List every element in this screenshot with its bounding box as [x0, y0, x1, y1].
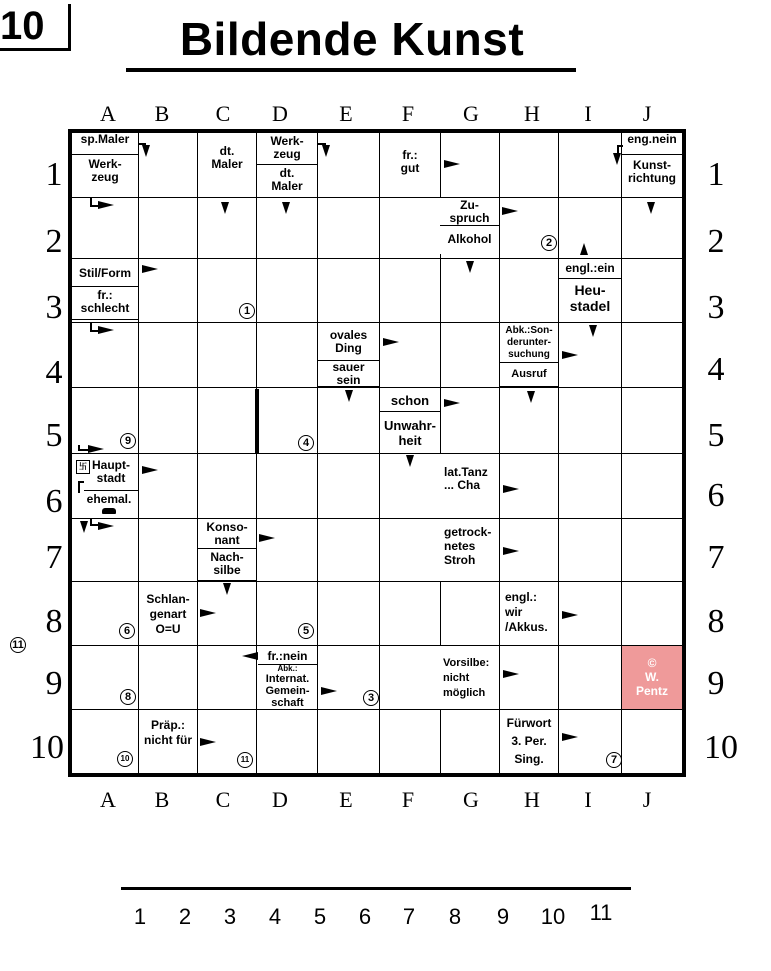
col-label-b-bottom: B — [154, 787, 170, 812]
arrow-right — [503, 670, 519, 678]
col-label-e: E — [339, 101, 353, 126]
col-label-f-bottom: F — [401, 787, 415, 812]
clue-a3-top: Stil/Form — [72, 259, 138, 287]
clue-c7-bottom: Nach- silbe — [198, 549, 256, 581]
clue-b8: Schlan- genart O=U — [139, 582, 197, 645]
row-label-10-right: 10 — [704, 729, 738, 766]
arrow-down — [221, 202, 229, 214]
clue-f5-top: schon — [380, 388, 440, 412]
arrow-right — [142, 466, 158, 474]
solution-slot-8: 8 — [448, 904, 462, 929]
row-label-7: 7 — [45, 539, 63, 576]
clue-a1-top: sp.Maler — [72, 133, 138, 155]
arrow-hook — [318, 143, 326, 148]
arrow-down — [282, 202, 290, 214]
col-label-h-bottom: H — [524, 787, 540, 812]
col-label-i: I — [584, 101, 592, 126]
arrow-down — [80, 521, 88, 533]
arrow-hook — [78, 481, 84, 493]
clue-a1-bottom: Werk- zeug — [72, 155, 138, 192]
row-label-7-right: 7 — [707, 539, 725, 576]
copyright-box — [622, 646, 682, 709]
row-label-8-right: 8 — [707, 603, 725, 640]
solution-badge-1: 1 — [239, 303, 255, 319]
solution-slot-1: 1 — [133, 904, 147, 929]
row-label-8: 8 — [45, 603, 63, 640]
col-label-j-bottom: J — [642, 787, 652, 812]
row-label-4-right: 4 — [707, 351, 725, 388]
row-label-4: 4 — [45, 354, 63, 391]
arrow-right — [562, 733, 578, 741]
arrow-down — [345, 390, 353, 402]
solution-slot-4: 4 — [268, 904, 282, 929]
arrow-right — [503, 485, 519, 493]
arrow-hook — [138, 143, 146, 148]
row-label-6: 6 — [45, 483, 63, 520]
clue-h4-top: Abk.:Son- derunter- suchung — [500, 323, 558, 363]
solution-slot-3: 3 — [223, 904, 237, 929]
arrow-right — [98, 522, 114, 530]
solution-badge-5: 5 — [298, 623, 314, 639]
arrow-right — [98, 326, 114, 334]
row-label-3-right: 3 — [707, 289, 725, 326]
clue-f1: fr.: gut — [380, 133, 440, 197]
solution-line — [121, 887, 631, 890]
grid-line-h — [72, 645, 682, 646]
row-label-9: 9 — [45, 665, 63, 702]
car-icon — [102, 508, 116, 514]
solution-badge-10: 10 — [117, 751, 133, 767]
col-label-e-bottom: E — [339, 787, 353, 812]
clue-d1-top: Werk- zeug — [257, 133, 317, 165]
arrow-right — [444, 399, 460, 407]
clue-j1-top: eng.nein — [622, 133, 682, 155]
clue-a6-top: Haupt- stadt — [84, 459, 138, 491]
grid-line-h — [72, 518, 682, 519]
col-label-j: J — [642, 101, 652, 126]
solution-badge-11: 11 — [237, 752, 253, 768]
copyright-symbol: © — [647, 656, 657, 670]
crossword-grid — [68, 129, 686, 777]
arrow-left — [242, 652, 258, 660]
col-label-c: C — [215, 101, 231, 126]
clue-a6-bottom: ehemal. — [80, 491, 138, 517]
arrow-right — [383, 338, 399, 346]
arrow-right — [200, 609, 216, 617]
arrow-up — [580, 243, 588, 255]
col-label-d-bottom: D — [272, 787, 288, 812]
arrow-down — [466, 261, 474, 273]
arrow-down — [223, 583, 231, 595]
clue-f5-bottom: Unwahr- heit — [380, 412, 440, 453]
arrow-hook — [617, 145, 623, 155]
col-label-g-bottom: G — [463, 787, 479, 812]
clue-d1-bottom: dt. Maler — [257, 165, 317, 197]
clue-i3-bottom: Heu- stadel — [559, 279, 621, 322]
clue-c7-top: Konso- nant — [198, 519, 256, 549]
clue-g2-top: Zu- spruch — [440, 198, 499, 226]
row-label-9-right: 9 — [707, 665, 725, 702]
arrow-right — [562, 351, 578, 359]
solution-badge-7: 7 — [606, 752, 622, 768]
row-label-5-right: 5 — [707, 417, 725, 454]
solution-badge-6: 6 — [119, 623, 135, 639]
row-label-3: 3 — [45, 289, 63, 326]
arrow-right — [98, 201, 114, 209]
solution-slot-10: 10 — [540, 904, 566, 929]
solution-badge-4: 4 — [298, 435, 314, 451]
solution-badge-8: 8 — [120, 689, 136, 705]
page-title: Bildende Kunst — [179, 13, 525, 65]
arrow-down — [527, 391, 535, 403]
col-label-a: A — [100, 101, 116, 126]
clue-d9-text: Internat. Gemein- schaft — [265, 673, 310, 709]
clue-e4-top: ovales Ding — [318, 323, 379, 361]
thick-wall — [255, 389, 259, 453]
clue-d9-abbrev: Abk.: — [277, 665, 298, 673]
solution-badge-9: 9 — [120, 433, 136, 449]
arrow-right — [562, 611, 578, 619]
col-label-c-bottom: C — [215, 787, 231, 812]
clue-e4-bottom: sauer sein — [318, 361, 379, 387]
clue-b10: Präp.: nicht für — [139, 710, 197, 773]
solution-slot-5: 5 — [313, 904, 327, 929]
clue-j1-bottom: Kunst- richtung — [622, 155, 682, 197]
clue-d9-bottom — [258, 665, 317, 709]
solution-slot-11: 11 — [589, 900, 613, 925]
row-label-1: 1 — [45, 156, 63, 193]
puzzle-number: 10 — [0, 4, 71, 51]
clue-a3-bottom: fr.: schlecht — [72, 287, 138, 320]
clue-g7: getrock- netes Stroh — [440, 519, 499, 581]
grid-line-h — [72, 197, 682, 198]
arrow-down — [589, 325, 597, 337]
col-label-b: B — [154, 101, 170, 126]
title-underline — [126, 68, 576, 72]
clue-g6: lat.Tanz ... Cha — [440, 454, 499, 518]
arrow-right — [502, 207, 518, 215]
row-label-2-right: 2 — [707, 223, 725, 260]
clue-d9-top: fr.:nein — [258, 649, 317, 665]
solution-badge-3: 3 — [363, 690, 379, 706]
row-label-10: 10 — [30, 729, 64, 766]
row-label-2: 2 — [45, 223, 63, 260]
swastika-icon: 卐 — [76, 460, 90, 474]
arrow-right — [321, 687, 337, 695]
arrow-down — [647, 202, 655, 214]
arrow-right — [444, 160, 460, 168]
solution-slot-7: 7 — [402, 904, 416, 929]
col-label-g: G — [463, 101, 479, 126]
col-label-i-bottom: I — [584, 787, 592, 812]
solution-slot-9: 9 — [496, 904, 510, 929]
clue-h4-bottom: Ausruf — [500, 363, 558, 387]
row-label-1-right: 1 — [707, 156, 725, 193]
col-label-h: H — [524, 101, 540, 126]
solution-slot-2: 2 — [178, 904, 192, 929]
side-marker-11: 11 — [10, 637, 26, 653]
clue-h8: engl.: wir /Akkus. — [500, 582, 558, 645]
arrow-right — [259, 534, 275, 542]
clue-g9: Vorsilbe: nicht möglich — [440, 646, 499, 709]
copyright-line-2: W. — [645, 670, 659, 684]
arrow-right — [88, 445, 104, 453]
grid-line-h — [72, 453, 682, 454]
arrow-right — [503, 547, 519, 555]
arrow-right — [142, 265, 158, 273]
grid-line-h — [72, 387, 682, 388]
clue-i3-top: engl.:ein — [559, 259, 621, 279]
solution-badge-2: 2 — [541, 235, 557, 251]
col-label-f: F — [401, 101, 415, 126]
copyright-line-3: Pentz — [635, 684, 668, 698]
col-label-d: D — [272, 101, 288, 126]
clue-c1: dt. Maler — [198, 133, 256, 197]
clue-h10: Fürwort 3. Per. Sing. — [500, 710, 558, 773]
arrow-right — [200, 738, 216, 746]
arrow-down — [406, 455, 414, 467]
clue-g2-bottom: Alkohol — [440, 226, 499, 254]
col-label-a-bottom: A — [100, 787, 116, 812]
solution-slot-6: 6 — [358, 904, 372, 929]
row-label-5: 5 — [45, 417, 63, 454]
row-label-6-right: 6 — [707, 477, 725, 514]
